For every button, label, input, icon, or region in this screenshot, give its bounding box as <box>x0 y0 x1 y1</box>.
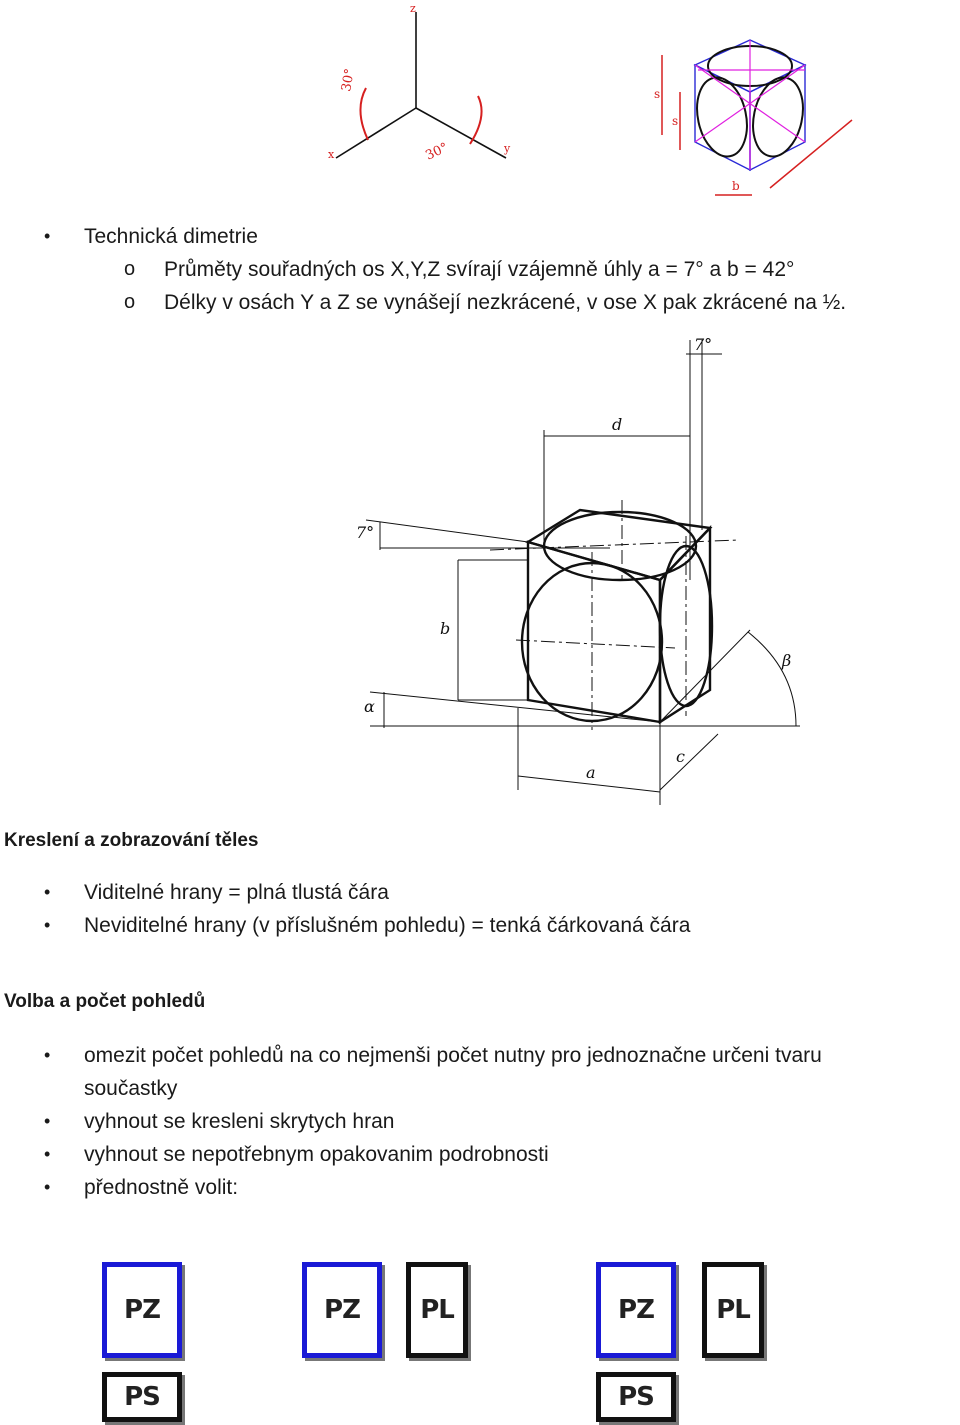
x-axis-line <box>336 108 416 158</box>
right-angle-label: 30° <box>423 140 451 164</box>
volba-item-1: omezit počet pohledů na co nejmenši počet nutny pro jednoznačne určeni tvaru <box>84 1044 822 1067</box>
bullet-dot: • <box>44 1144 51 1164</box>
angle-left-label: 7° <box>356 523 375 542</box>
dimetrie-title: Technická dimetrie <box>84 225 258 248</box>
view-box-top: PS <box>102 1372 182 1422</box>
sub-bullet: o <box>124 258 136 280</box>
dim-b-label: b <box>732 179 740 193</box>
bullet-dot: • <box>44 882 51 902</box>
left-angle-label: 30° <box>339 67 358 93</box>
kresleni-heading: Kreslení a zobrazování těles <box>4 830 259 851</box>
beta-arc <box>748 632 796 726</box>
bullet-dot: • <box>44 1045 51 1065</box>
volba-item-2: vyhnout se kresleni skrytych hran <box>84 1110 395 1133</box>
bullet-dot: • <box>44 226 51 246</box>
dim-s1-label: s <box>654 87 661 101</box>
dim-c-line <box>660 734 718 790</box>
dim-b-label: b <box>440 619 451 638</box>
beta-ext <box>660 630 750 722</box>
axes-diagram <box>310 0 530 170</box>
front-centerline <box>516 640 675 648</box>
kresleni-item-1: Viditelné hrany = plná tlustá čára <box>84 881 389 904</box>
alpha-ext <box>370 692 660 722</box>
dim-d-label: d <box>612 415 623 434</box>
bullet-dot: • <box>44 1111 51 1131</box>
view-box-top: PS <box>596 1372 676 1422</box>
left-angle-arc <box>360 88 368 140</box>
view-box-front: PZ <box>302 1262 382 1358</box>
kresleni-item-2: Neviditelné hrany (v příslušném pohledu) = tenká čárkovaná čára <box>84 914 691 937</box>
dimetric-cube-diagram <box>330 330 830 820</box>
view-box-front: PZ <box>596 1262 676 1358</box>
cube-front-face <box>528 542 660 722</box>
angle-top-label: 7° <box>694 335 713 354</box>
dimetrie-item-2: Délky v osách Y a Z se vynášejí nezkrácené, v ose X pak zkrácené na ½. <box>164 291 847 314</box>
volba-heading: Volba a počet pohledů <box>4 991 206 1012</box>
bullet-dot: • <box>44 1177 51 1197</box>
x-axis-label: x <box>328 148 335 161</box>
dim-a-label: a <box>586 763 596 782</box>
isometric-cube-diagram <box>640 0 860 220</box>
sub-bullet: o <box>124 291 136 313</box>
z-axis-label: z <box>410 2 416 15</box>
dimetrie-item-1: Průměty souřadných os X,Y,Z svírají vzájemně úhly a = 7° a b = 42° <box>164 258 795 281</box>
dim-alpha-label: α <box>364 697 375 716</box>
dim-beta-label: β <box>782 651 792 670</box>
view-box-front: PZ <box>102 1262 182 1358</box>
view-box-left: PL <box>406 1262 468 1358</box>
y-axis-label: y <box>504 142 511 155</box>
dim-s2-label: s <box>672 114 679 128</box>
bullet-dot: • <box>44 915 51 935</box>
volba-item-4: přednostně volit: <box>84 1176 239 1199</box>
volba-item-3: vyhnout se nepotřebnym opakovanim podrobnosti <box>84 1143 549 1166</box>
top-left-ext <box>366 520 528 542</box>
dim-c-label: c <box>676 747 685 766</box>
cube-side-face <box>660 528 710 722</box>
volba-item-1-cont: součastky <box>84 1077 178 1100</box>
right-angle-arc <box>470 96 482 144</box>
view-box-left: PL <box>702 1262 764 1358</box>
